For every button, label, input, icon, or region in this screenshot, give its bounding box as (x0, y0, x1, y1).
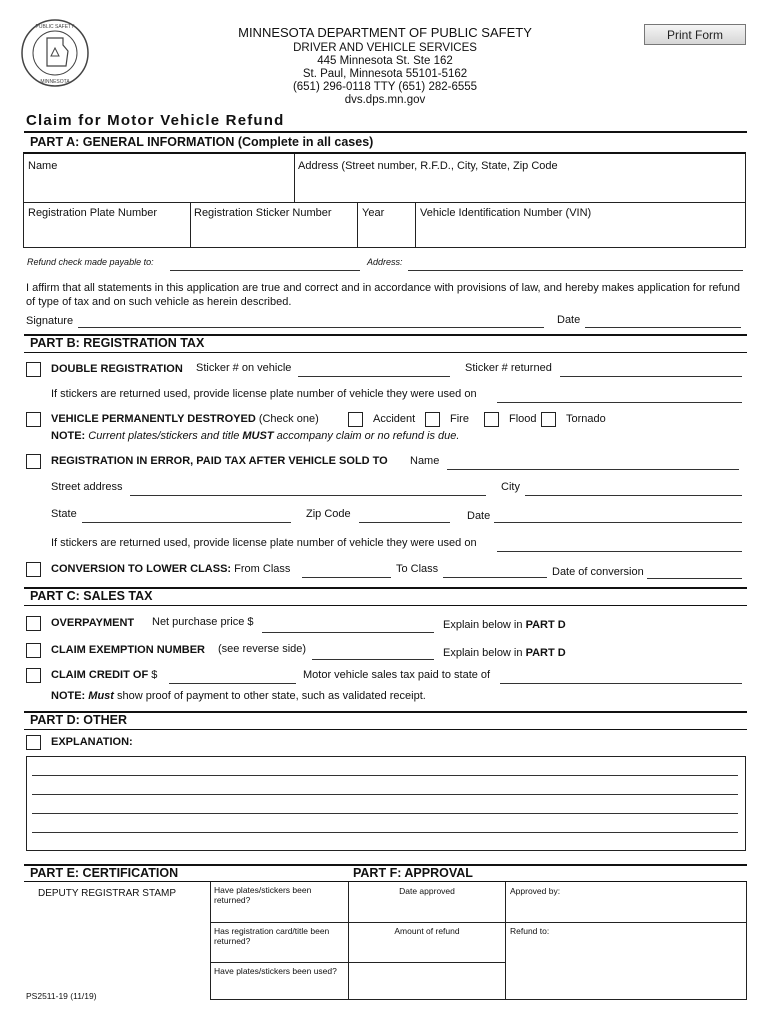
tornado-checkbox[interactable] (541, 412, 556, 427)
destroyed-checkbox[interactable] (26, 412, 41, 427)
zip-label: Zip Code (306, 508, 351, 520)
plate-label: Registration Plate Number (28, 207, 158, 219)
address-label: Address (Street number, R.F.D., City, State, Zip Code (298, 160, 558, 172)
buyer-name-input[interactable] (447, 469, 739, 470)
pay-address-label: Address: (367, 257, 403, 267)
print-form-button[interactable]: Print Form (644, 24, 746, 45)
explanation-label: EXPLANATION: (51, 736, 133, 748)
refund-to-label: Refund to: (510, 926, 550, 936)
explanation-checkbox[interactable] (26, 735, 41, 750)
agency-phone: (651) 296-0118 TTY (651) 282-6555 (292, 81, 478, 93)
agency-city: St. Paul, Minnesota 55101-5162 (302, 68, 468, 80)
form-number: PS2511-19 (11/19) (26, 991, 97, 1001)
division-name: DRIVER AND VEHICLE SERVICES (293, 42, 477, 54)
date-approved-label: Date approved (399, 886, 455, 896)
explanation-box[interactable] (26, 756, 746, 851)
destroyed-label: VEHICLE PERMANENTLY DESTROYED (Check one) (51, 413, 319, 425)
overpayment-checkbox[interactable] (26, 616, 41, 631)
svg-text:PUBLIC SAFETY: PUBLIC SAFETY (35, 24, 75, 30)
conversion-label: CONVERSION TO LOWER CLASS: From Class (51, 563, 291, 575)
pay-address-input[interactable] (408, 270, 743, 271)
svg-text:MINNESOTA: MINNESOTA (40, 79, 70, 85)
agency-web: dvs.dps.mn.gov (344, 94, 426, 106)
buyer-name-label: Name (410, 455, 440, 467)
address-field[interactable] (298, 174, 742, 200)
state-input[interactable] (82, 522, 291, 523)
signature-label: Signature (26, 315, 74, 327)
to-class-label: To Class (396, 563, 439, 575)
accident-checkbox[interactable] (348, 412, 363, 427)
name-field[interactable] (26, 174, 290, 200)
credit-input[interactable] (169, 683, 296, 684)
conversion-checkbox[interactable] (26, 562, 41, 577)
payable-label: Refund check made payable to: (27, 257, 154, 267)
if-returned-input-2[interactable] (497, 551, 742, 552)
date-conversion-label: Date of conversion (552, 566, 644, 578)
street-input[interactable] (130, 495, 486, 496)
sticker-returned-label: Sticker # returned (465, 362, 552, 374)
form-title: Claim for Motor Vehicle Refund (26, 112, 285, 129)
paid-state-label: Motor vehicle sales tax paid to state of (303, 669, 491, 681)
sale-date-input[interactable] (494, 522, 742, 523)
tornado-label: Tornado (566, 413, 606, 425)
date-input[interactable] (585, 327, 741, 328)
sticker-returned-input[interactable] (560, 376, 742, 377)
sticker-label: Registration Sticker Number (194, 207, 332, 219)
net-price-label: Net purchase price $ (152, 616, 254, 628)
registration-error-label: REGISTRATION IN ERROR, PAID TAX AFTER VEHICLE SOLD TO (51, 455, 388, 467)
divider (24, 131, 747, 133)
overpayment-label: OVERPAYMENT (51, 617, 135, 629)
credit-checkbox[interactable] (26, 668, 41, 683)
paid-state-input[interactable] (500, 683, 742, 684)
credit-label: CLAIM CREDIT OF $ (51, 669, 158, 681)
net-price-input[interactable] (262, 632, 434, 633)
accident-label: Accident (373, 413, 416, 425)
deputy-stamp-label: DEPUTY REGISTRAR STAMP (38, 888, 176, 899)
date-conversion-input[interactable] (647, 578, 742, 579)
signature-input[interactable] (78, 327, 544, 328)
if-returned-input[interactable] (497, 402, 742, 403)
if-returned-label-2: If stickers are returned used, provide license plate number of vehicle they were used on (51, 537, 477, 549)
payable-input[interactable] (170, 270, 360, 271)
date-label: Date (557, 314, 581, 326)
sale-date-label: Date (467, 510, 491, 522)
to-class-input[interactable] (443, 577, 547, 578)
from-class-input[interactable] (302, 577, 391, 578)
state-label: State (51, 508, 77, 520)
double-registration-checkbox[interactable] (26, 362, 41, 377)
credit-note: NOTE: Must show proof of payment to other state, such as validated receipt. (51, 690, 426, 702)
exemption-input[interactable] (312, 659, 434, 660)
zip-input[interactable] (359, 522, 450, 523)
state-seal (20, 18, 90, 88)
sticker-field[interactable] (194, 222, 354, 246)
q-plates-returned: Have plates/stickers been returned? (214, 885, 312, 905)
year-label: Year (362, 207, 385, 219)
part-d-heading: PART D: OTHER (30, 713, 127, 727)
vin-field[interactable] (419, 222, 743, 246)
part-c-heading: PART C: SALES TAX (30, 589, 153, 603)
destroyed-note: NOTE: Current plates/stickers and title MUST accompany claim or no refund is due. (51, 430, 460, 442)
flood-checkbox[interactable] (484, 412, 499, 427)
sticker-on-vehicle-label: Sticker # on vehicle (196, 362, 292, 374)
q-plates-used: Have plates/stickers been used? (214, 966, 337, 976)
approved-by-label: Approved by: (510, 886, 561, 896)
amount-refund-label: Amount of refund (394, 926, 460, 936)
street-label: Street address (51, 481, 123, 493)
year-field[interactable] (360, 222, 412, 246)
exemption-label: CLAIM EXEMPTION NUMBER (51, 644, 205, 656)
exemption-checkbox[interactable] (26, 643, 41, 658)
part-a-heading: PART A: GENERAL INFORMATION (Complete in all cases) (30, 135, 374, 149)
q-card-returned: Has registration card/title been returned? (214, 926, 330, 946)
if-returned-label: If stickers are returned used, provide license plate number of vehicle they were used on (51, 388, 477, 400)
name-label: Name (28, 160, 58, 172)
see-reverse-label: (see reverse side) (218, 643, 307, 655)
explain-part-d-2: Explain below in PART D (443, 647, 566, 659)
double-registration-label: DOUBLE REGISTRATION (51, 363, 183, 375)
explain-part-d-1: Explain below in PART D (443, 619, 566, 631)
vin-label: Vehicle Identification Number (VIN) (420, 207, 592, 219)
registration-error-checkbox[interactable] (26, 454, 41, 469)
affirmation-text: I affirm that all statements in this application are true and correct and in accordance with provisions of law, and hereby makes application for refund of type of tax and on such vehicle as herein described. (26, 282, 740, 308)
agency-name: MINNESOTA DEPARTMENT OF PUBLIC SAFETY (238, 25, 532, 40)
part-e-heading: PART E: CERTIFICATION (30, 866, 179, 880)
fire-label: Fire (450, 413, 469, 425)
part-f-heading: PART F: APPROVAL (353, 866, 473, 880)
sticker-on-vehicle-input[interactable] (298, 376, 450, 377)
city-label: City (501, 481, 520, 493)
fire-checkbox[interactable] (425, 412, 440, 427)
city-input[interactable] (525, 495, 742, 496)
part-b-heading: PART B: REGISTRATION TAX (30, 336, 205, 350)
agency-street: 445 Minnesota St. Ste 162 (317, 55, 453, 67)
plate-field[interactable] (26, 222, 186, 246)
flood-label: Flood (509, 413, 537, 425)
